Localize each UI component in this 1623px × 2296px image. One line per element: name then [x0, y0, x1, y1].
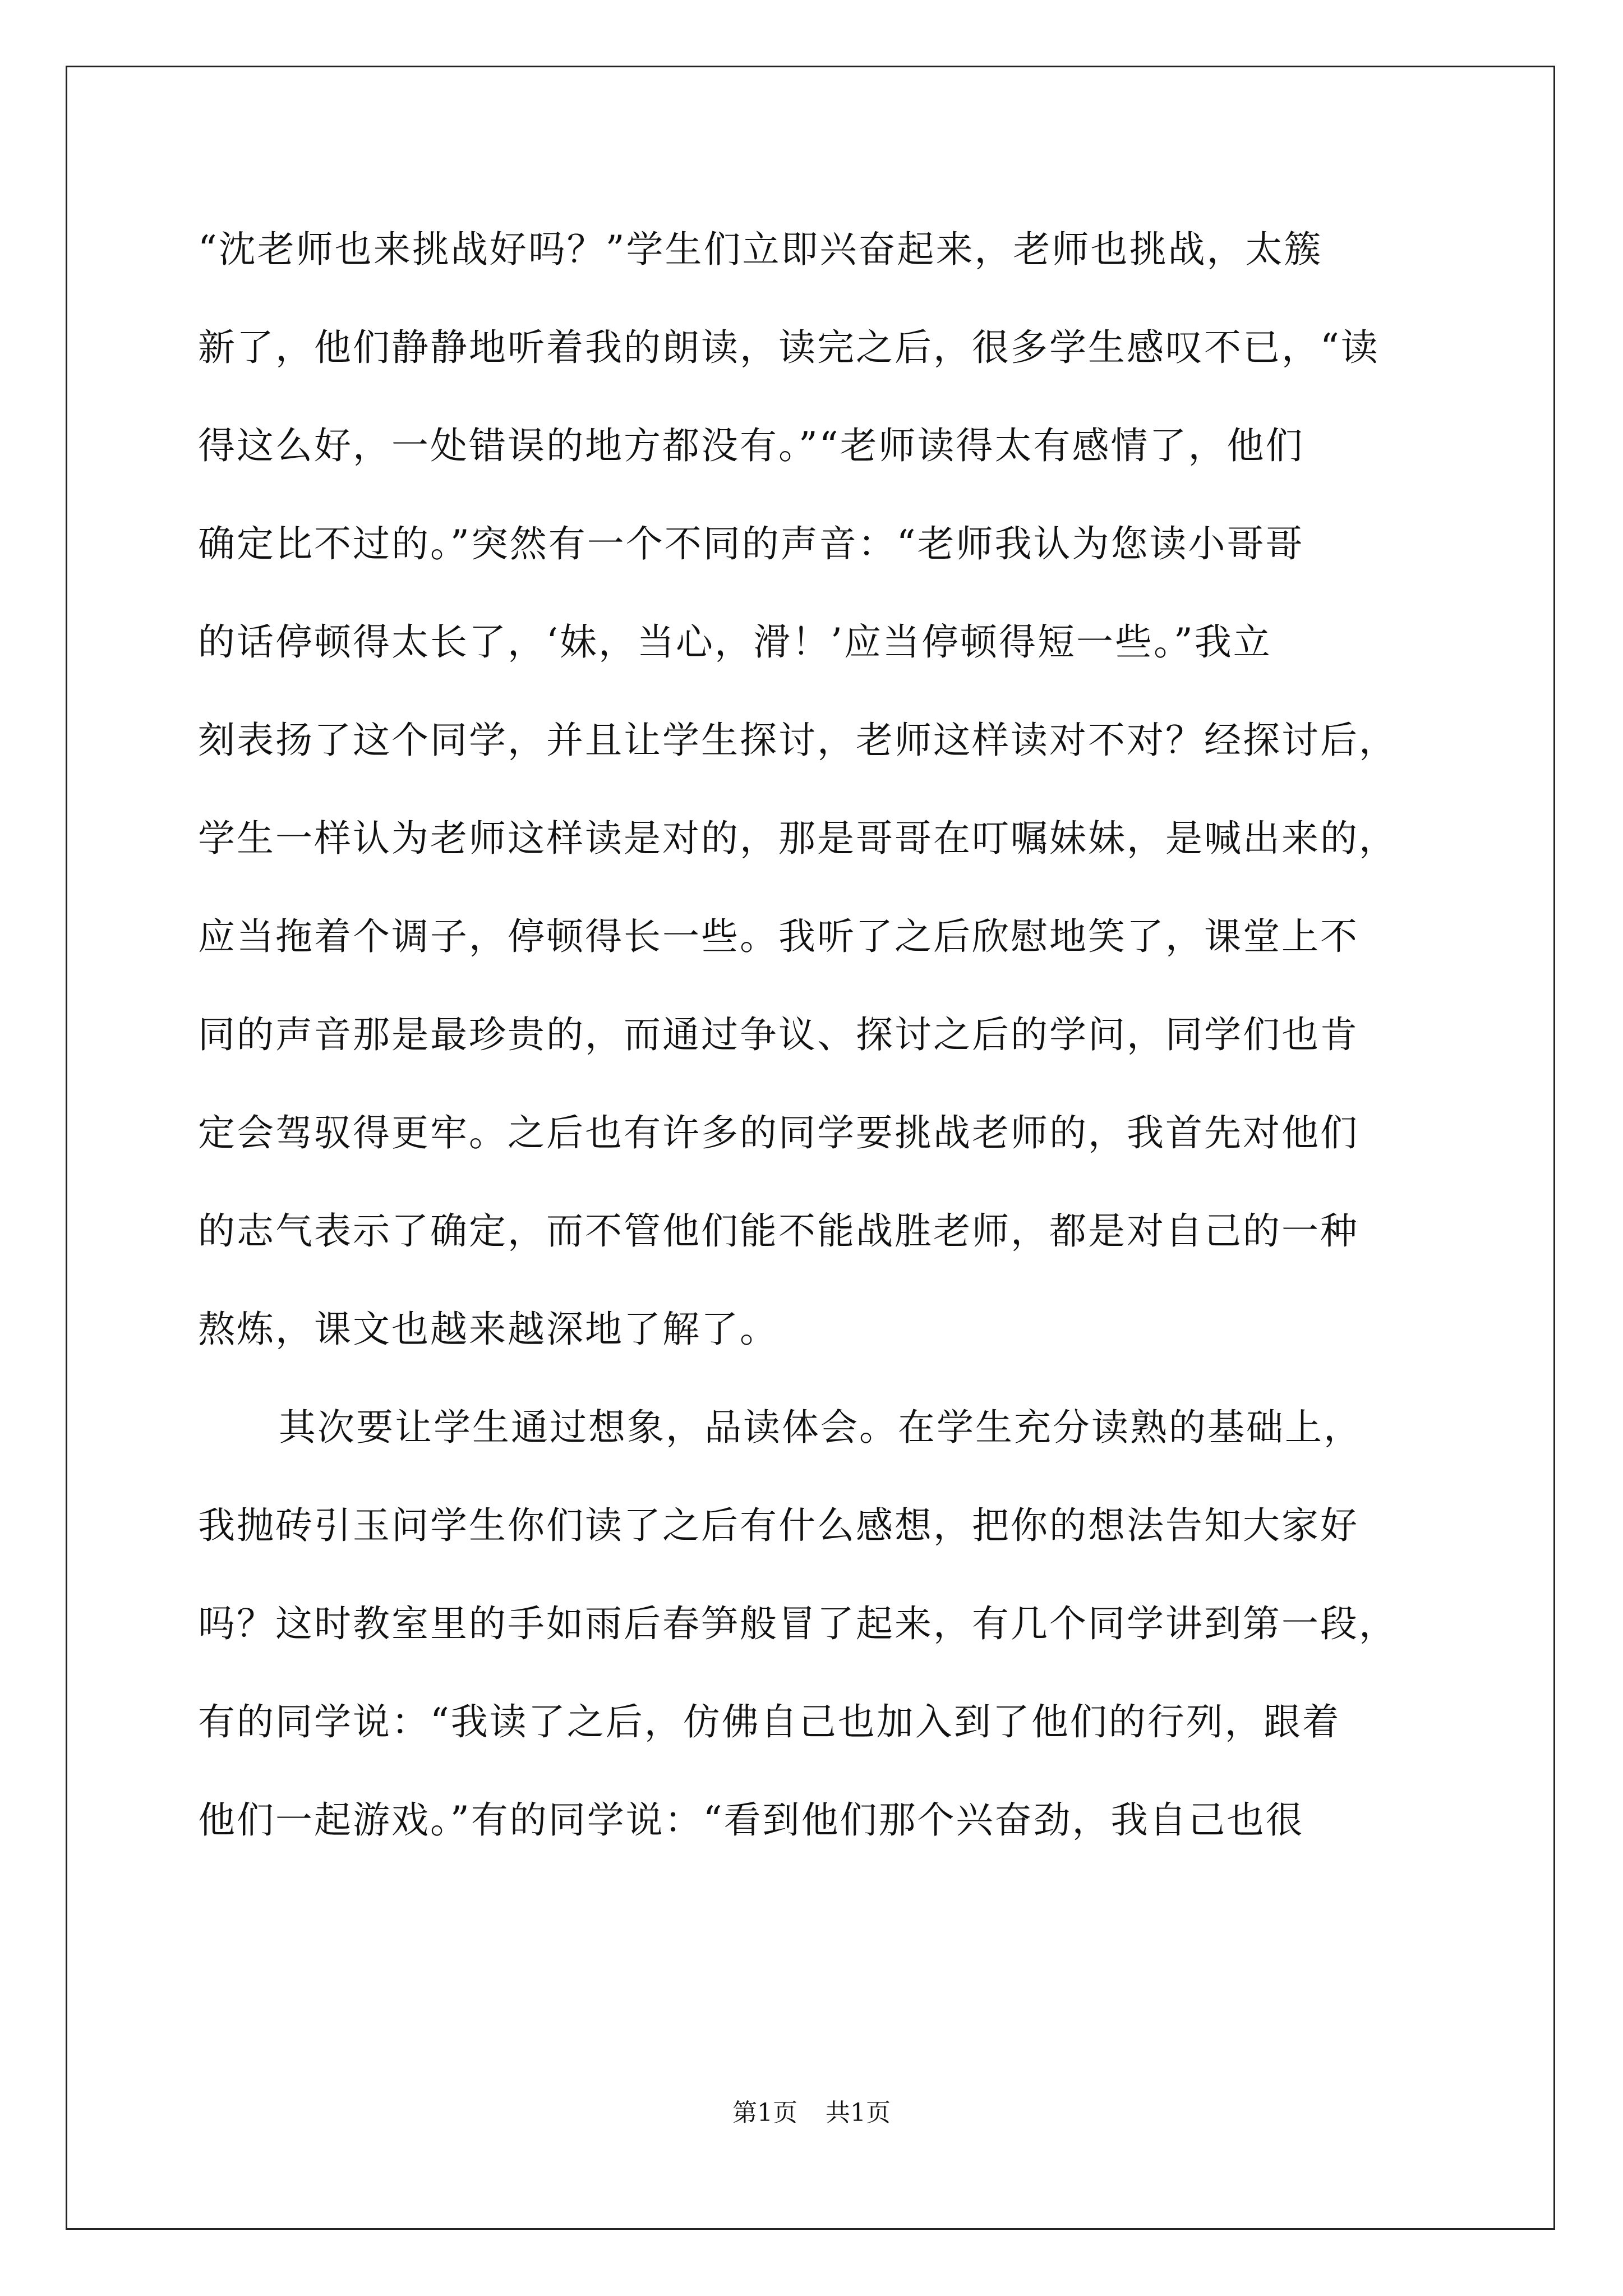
body-line-13: 其次要让学生通过想象，品读体会。在学生充分读熟的基础上， — [279, 1406, 1362, 1449]
body-line-3: 得这么好，一处错误的地方都没有。”“老师读得太有感情了，他们 — [198, 424, 1304, 467]
body-line-5: 的话停顿得太长了，‘妹，当心，滑！’应当停顿得短一些。”我立 — [198, 620, 1272, 664]
body-line-17: 他们一起游戏。”有的同学说：“看到他们那个兴奋劲，我自己也很 — [198, 1798, 1304, 1842]
body-line-15: 吗？这时教室里的手如雨后春笋般冒了起来，有几个同学讲到第一段， — [198, 1602, 1398, 1645]
page-number: 第1页 — [732, 2099, 797, 2127]
body-line-10: 定会驾驭得更牢。之后也有许多的同学要挑战老师的，我首先对他们 — [198, 1111, 1359, 1154]
page-footer — [0, 2096, 1623, 2130]
page-total: 共1页 — [826, 2099, 891, 2127]
body-line-11: 的志气表示了确定，而不管他们能不能战胜老师，都是对自己的一种 — [198, 1209, 1359, 1253]
body-line-8: 应当拖着个调子，停顿得长一些。我听了之后欣慰地笑了，课堂上不 — [198, 915, 1359, 958]
body-line-16: 有的同学说：“我读了之后，仿佛自己也加入到了他们的行列，跟着 — [198, 1700, 1341, 1743]
body-line-2: 新了，他们静静地听着我的朗读，读完之后，很多学生感叹不已，“读 — [198, 326, 1380, 369]
body-line-14: 我抛砖引玉问学生你们读了之后有什么感想，把你的想法告知大家好 — [198, 1504, 1359, 1547]
body-line-7: 学生一样认为老师这样读是对的，那是哥哥在叮嘱妹妹，是喊出来的， — [198, 817, 1398, 860]
body-line-9: 同的声音那是最珍贵的，而通过争议、探讨之后的学问，同学们也肯 — [198, 1013, 1359, 1056]
body-line-1: “沈老师也来挑战好吗？”学生们立即兴奋起来，老师也挑战，太簇 — [198, 228, 1323, 271]
body-line-4: 确定比不过的。”突然有一个不同的声音：“老师我认为您读小哥哥 — [198, 522, 1304, 565]
body-line-6: 刻表扬了这个同学，并且让学生探讨，老师这样读对不对？经探讨后， — [198, 719, 1398, 762]
body-line-12: 熬炼，课文也越来越深地了解了。 — [198, 1308, 778, 1351]
